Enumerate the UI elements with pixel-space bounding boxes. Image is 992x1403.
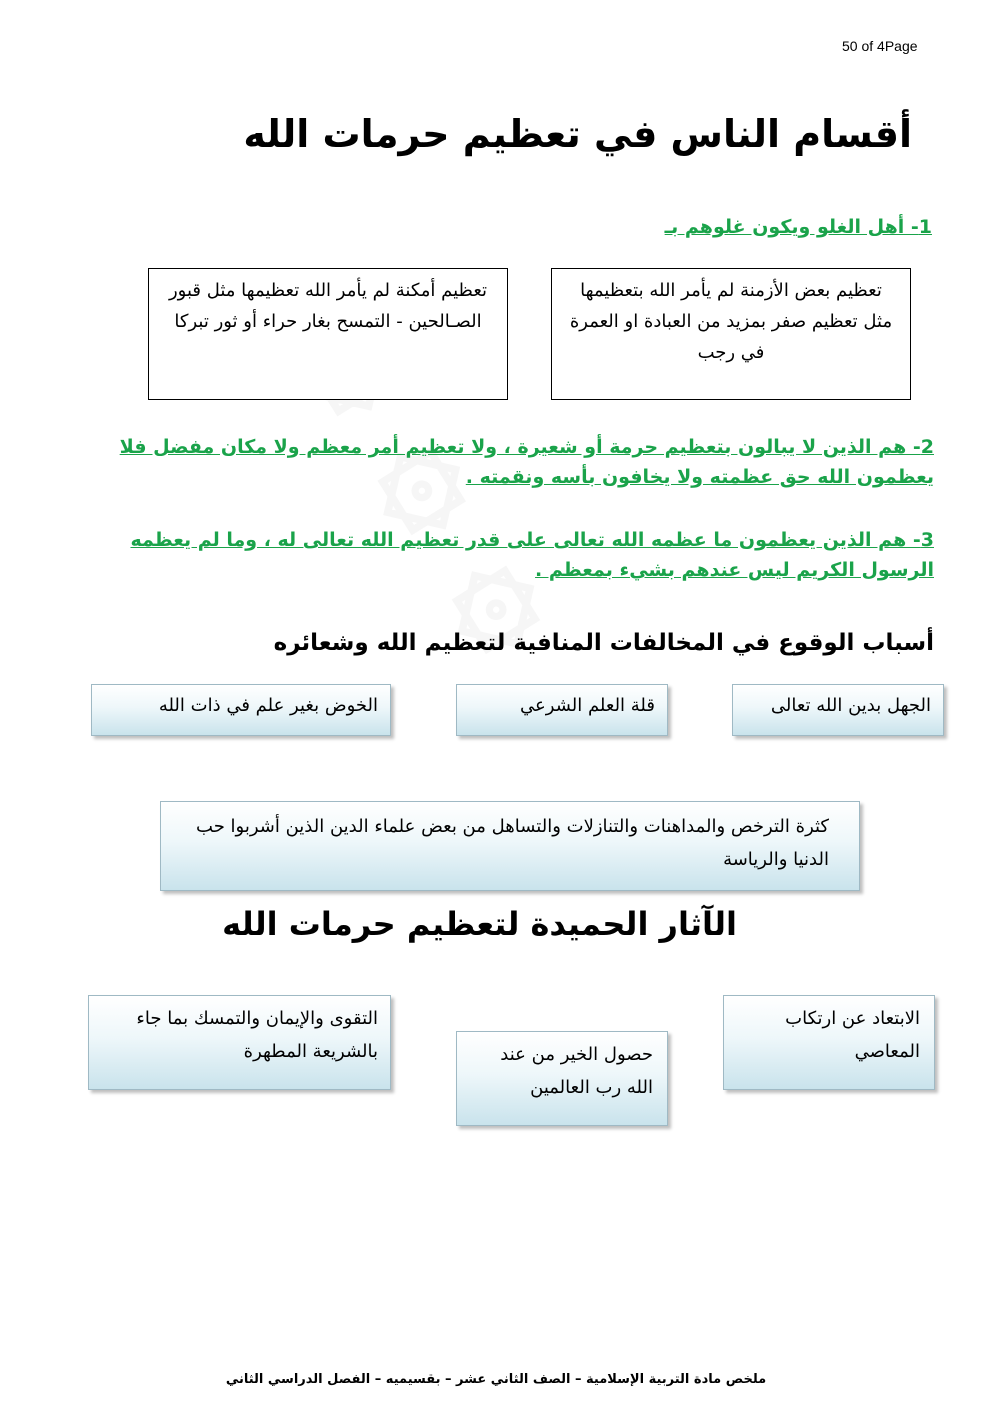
page-title: أقسام الناس في تعظيم حرمات الله xyxy=(243,112,912,156)
cause-ignorance-box: الجهل بدين الله تعالى xyxy=(732,684,944,736)
extremism-places-box: تعظيم أمكنة لم يأمر الله تعظيمها مثل قبور الصـالحين - التمسح بغار حراء أو ثور تبركا xyxy=(148,268,508,400)
effect-piety-box: التقوى والإيمان والتمسك بما جاء بالشريعة المطهرة xyxy=(88,995,391,1090)
page-number: 50 of 4Page xyxy=(842,38,918,54)
effect-goodness-box: حصول الخير من عند الله رب العالمين xyxy=(456,1031,668,1126)
effects-heading: الآثار الحميدة لتعظيم حرمات الله xyxy=(222,905,737,943)
page-footer: ملخص مادة التربية الإسلامية – الصف الثاني عشر – بقسيميه – الفصل الدراسي الثاني xyxy=(225,1372,767,1387)
section1-heading: 1- أهل الغلو ويكون غلوهم بـ xyxy=(664,216,932,238)
cause-leniency-box: كثرة الترخص والمداهنات والتنازلات والتساهل من بعض علماء الدين الذين أشربوا حب الدنيا والرياسة xyxy=(160,801,860,891)
section2-text: 2- هم الذين لا يبالون بتعظيم حرمة أو شعيرة ، ولا تعظيم أمر معظم ولا مكان مفضل فلا يعظمون الله حق عظمته ولا يخافون بأسه ونقمته . xyxy=(119,436,934,488)
section3-text: 3- هم الذين يعظمون ما عظمه الله تعالى على قدر تعظيم الله تعالى له ، وما لم يعظمه الرسول الكريم ليس عندهم بشيء بمعظم . xyxy=(130,529,934,581)
causes-heading: أسباب الوقوع في المخالفات المنافية لتعظيم الله وشعائره xyxy=(273,630,934,656)
effect-avoid-sins-box: الابتعاد عن ارتكاب المعاصي xyxy=(723,995,935,1090)
cause-speaking-without-knowledge-box: الخوض بغير علم في ذات الله xyxy=(91,684,391,736)
extremism-times-box: تعظيم بعض الأزمنة لم يأمر الله بتعظيمها مثل تعظيم صفر بمزيد من العبادة او العمرة في رجب xyxy=(551,268,911,400)
cause-little-knowledge-box: قلة العلم الشرعي xyxy=(456,684,668,736)
